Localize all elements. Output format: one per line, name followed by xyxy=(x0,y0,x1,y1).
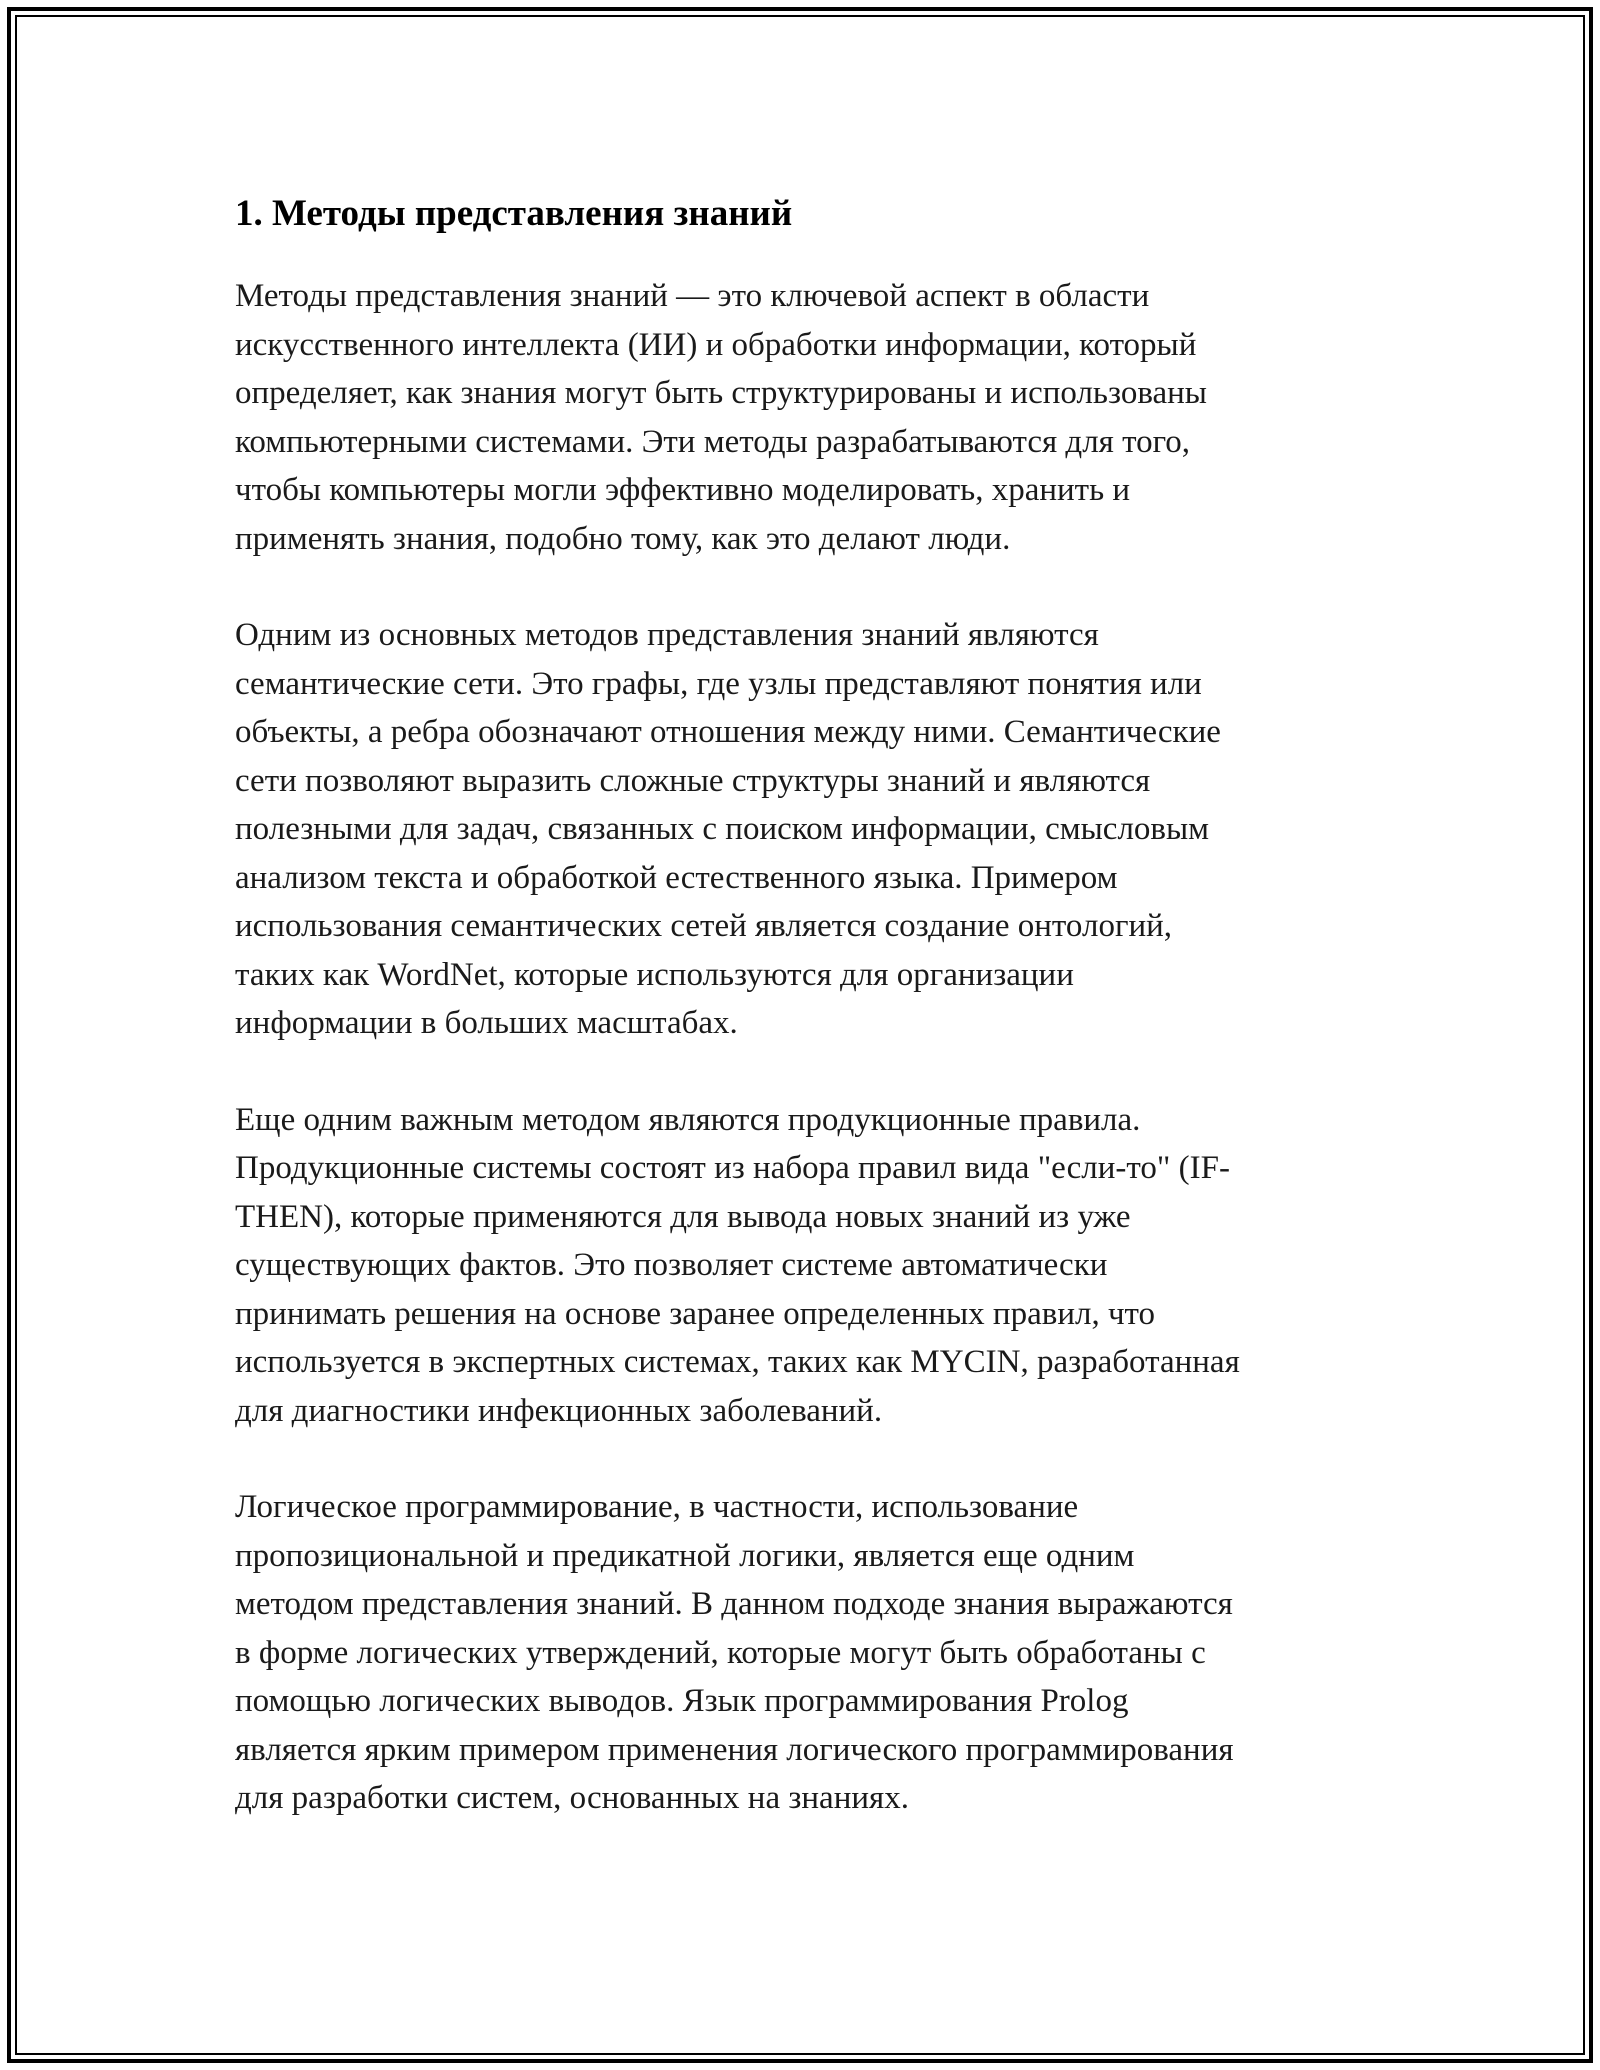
paragraph-production-rules xyxy=(235,1096,1365,1436)
paragraph-line: Продукционные системы состоят из набора правил вида "если-то" (IF- xyxy=(235,1150,1230,1186)
paragraph-line: сети позволяют выразить сложные структуры знаний и являются xyxy=(235,762,1151,799)
paragraph-line: принимать решения на основе заранее определенных правил, что xyxy=(235,1295,1156,1332)
paragraph-line: Методы представления знаний — это ключевой аспект в области xyxy=(235,278,1150,314)
paragraph-line: Одним из основных методов представления знаний являются xyxy=(235,617,1099,653)
paragraph-line: помощью логических выводов. Язык программирования Prolog xyxy=(235,1683,1129,1719)
paragraph-line: THEN), которые применяются для вывода новых знаний из уже xyxy=(235,1198,1131,1235)
paragraph-line: в форме логических утверждений, которые могут быть обработаны с xyxy=(235,1634,1206,1671)
paragraph-line: искусственного интеллекта (ИИ) и обработки информации, который xyxy=(235,326,1197,363)
paragraph-line: Логическое программирование, в частности, использование xyxy=(235,1489,1079,1525)
paragraph-line: семантические сети. Это графы, где узлы представляют понятия или xyxy=(235,665,1202,702)
paragraph-line: используется в экспертных системах, таких как MYCIN, разработанная xyxy=(235,1344,1240,1380)
paragraph-line: применять знания, подобно тому, как это делают люди. xyxy=(235,520,1011,557)
paragraph-line: является ярким примером применения логического программирования xyxy=(235,1731,1234,1768)
paragraph-line: существующих фактов. Это позволяет системе автоматически xyxy=(235,1247,1108,1283)
section-title: 1. Методы представления знаний xyxy=(235,193,793,234)
paragraph-line: информации в больших масштабах. xyxy=(235,1005,738,1041)
paragraph-line: для диагностики инфекционных заболеваний. xyxy=(235,1392,883,1429)
paragraph-line: для разработки систем, основанных на знаниях. xyxy=(235,1780,909,1816)
paragraph-intro xyxy=(235,272,1365,563)
paragraph-line: таких как WordNet, которые используются для организации xyxy=(235,956,1074,993)
paragraph-line: объекты, а ребра обозначают отношения между ними. Семантические xyxy=(235,714,1221,750)
paragraph-line: Еще одним важным методом являются продукционные правила. xyxy=(235,1101,1141,1138)
paragraph-line: пропозициональной и предикатной логики, является еще одним xyxy=(235,1537,1135,1574)
paragraph-semantic-networks xyxy=(235,611,1365,1048)
paragraph-line: анализом текста и обработкой естественного языка. Примером xyxy=(235,859,1118,896)
paragraph-line: полезными для задач, связанных с поиском информации, смысловым xyxy=(235,811,1210,847)
paragraph-line: использования семантических сетей является создание онтологий, xyxy=(235,908,1173,944)
paragraph-logic-programming xyxy=(235,1483,1365,1823)
paragraph-line: компьютерными системами. Эти методы разрабатываются для того, xyxy=(235,423,1191,460)
paragraph-line: методом представления знаний. В данном подходе знания выражаются xyxy=(235,1586,1233,1622)
paragraph-line: определяет, как знания могут быть структурированы и использованы xyxy=(235,375,1207,411)
document-body xyxy=(235,190,1365,1871)
paragraph-line: чтобы компьютеры могли эффективно моделировать, хранить и xyxy=(235,472,1131,508)
